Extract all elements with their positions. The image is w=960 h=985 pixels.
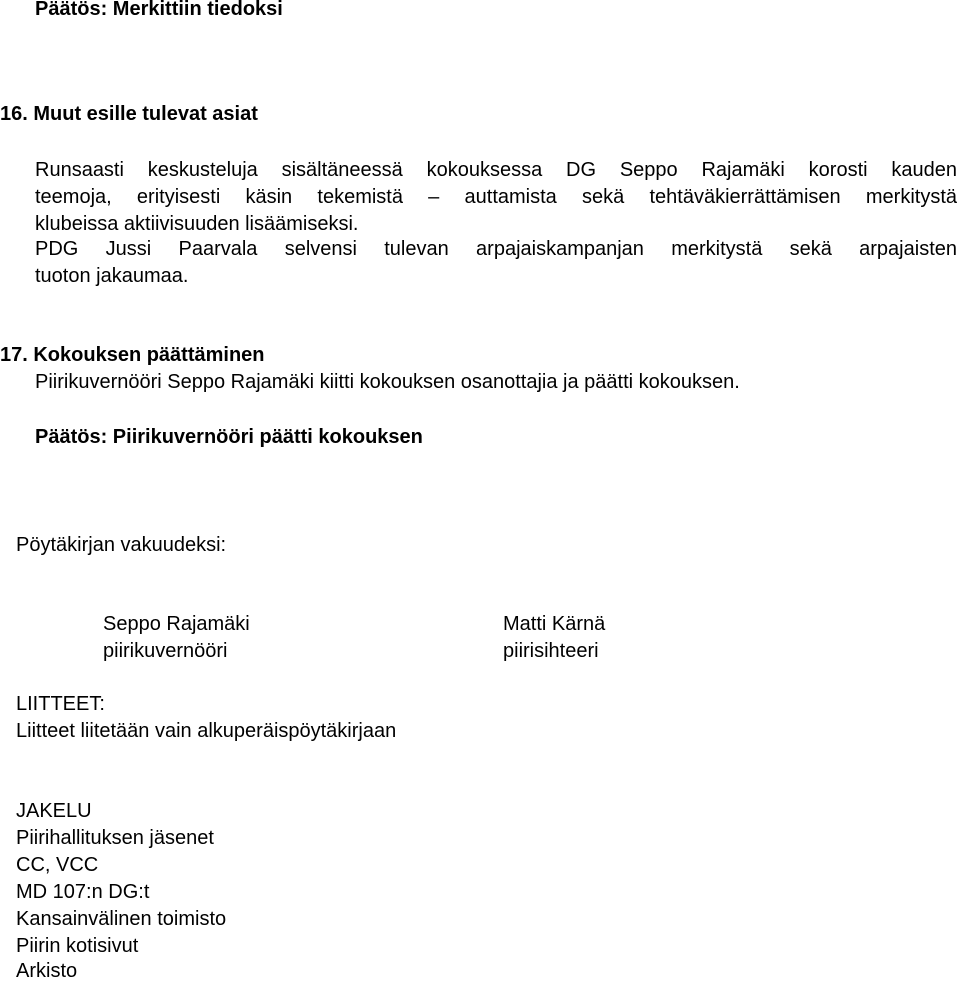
- distribution-item: Kansainvälinen toimisto: [16, 908, 227, 930]
- signature-intro: Pöytäkirjan vakuudeksi:: [16, 534, 227, 556]
- distribution-item: Arkisto: [16, 960, 78, 982]
- decision-text: Päätös: Merkittiin tiedoksi: [35, 0, 283, 20]
- distribution-heading: JAKELU: [16, 800, 92, 822]
- distribution-item: Piirin kotisivut: [16, 935, 139, 957]
- decision-text: Päätös: Piirikuvernööri päätti kokouksen: [35, 426, 423, 448]
- paragraph-line: teemoja, erityisesti käsin tekemistä – auttamista sekä tehtäväkierrättämisen merkitystä: [35, 186, 957, 208]
- attachments-heading: LIITTEET:: [16, 693, 105, 715]
- section-heading: 16. Muut esille tulevat asiat: [0, 103, 258, 125]
- paragraph-line: tuoton jakaumaa.: [35, 265, 189, 287]
- signer-name-left: Seppo Rajamäki: [103, 613, 250, 635]
- paragraph-line: Piirikuvernööri Seppo Rajamäki kiitti kokouksen osanottajia ja päätti kokouksen.: [35, 371, 740, 393]
- distribution-item: CC, VCC: [16, 854, 99, 876]
- signer-title-right: piirisihteeri: [503, 640, 599, 662]
- paragraph-line: Runsaasti keskusteluja sisältäneessä kokouksessa DG Seppo Rajamäki korosti kauden: [35, 159, 957, 181]
- paragraph-line: PDG Jussi Paarvala selvensi tulevan arpajaiskampanjan merkitystä sekä arpajaisten: [35, 238, 957, 260]
- distribution-item: MD 107:n DG:t: [16, 881, 150, 903]
- section-heading: 17. Kokouksen päättäminen: [0, 344, 265, 366]
- distribution-item: Piirihallituksen jäsenet: [16, 827, 214, 849]
- paragraph-line: klubeissa aktiivisuuden lisäämiseksi.: [35, 213, 359, 235]
- signer-name-right: Matti Kärnä: [503, 613, 606, 635]
- attachments-text: Liitteet liitetään vain alkuperäispöytäkirjaan: [16, 720, 397, 742]
- signer-title-left: piirikuvernööri: [103, 640, 228, 662]
